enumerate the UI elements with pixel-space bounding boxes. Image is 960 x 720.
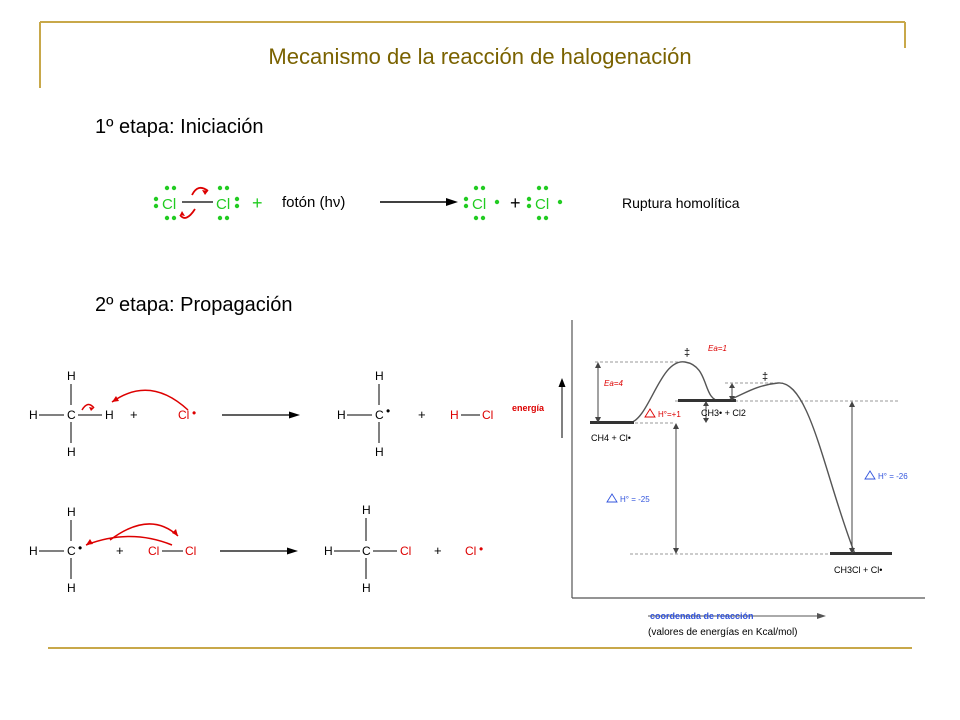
- delta-h2: [865, 471, 908, 481]
- initiation-equation: [140, 175, 620, 235]
- svg-text:C: C: [375, 408, 384, 422]
- svg-text:H: H: [324, 544, 333, 558]
- svg-text:+: +: [116, 543, 124, 558]
- svg-text:H: H: [29, 544, 38, 558]
- reaction-coordinate-label: coordenada de reacción: [650, 611, 754, 621]
- svg-text:H: H: [362, 503, 371, 517]
- cl-atom-right: Cl: [216, 196, 231, 213]
- svg-text:H: H: [375, 445, 384, 459]
- svg-text:+: +: [418, 407, 426, 422]
- svg-text:H: H: [67, 505, 76, 519]
- svg-text:H° = -26: H° = -26: [878, 472, 908, 481]
- reactants-label: CH4 + Cl•: [591, 433, 631, 443]
- svg-text:H: H: [67, 581, 76, 595]
- energy-axis-label: energía: [512, 403, 545, 413]
- svg-text:•: •: [78, 541, 83, 555]
- hydrogen-chloride: [450, 408, 493, 422]
- ea-step2: Ea=1: [708, 344, 727, 353]
- svg-text:+: +: [130, 407, 138, 422]
- svg-text:H: H: [67, 445, 76, 459]
- svg-text:C: C: [362, 544, 371, 558]
- energy-profile-curve: [630, 362, 855, 554]
- svg-text:+: +: [434, 543, 442, 558]
- svg-text:H: H: [362, 581, 371, 595]
- svg-text:C: C: [67, 544, 76, 558]
- svg-text:Cl: Cl: [472, 196, 487, 213]
- transition-state-2: ‡: [762, 371, 769, 383]
- svg-text:H: H: [450, 408, 459, 422]
- intermediate-level: [678, 399, 736, 402]
- homolytic-note: Ruptura homolítica: [622, 195, 740, 211]
- cl-radical-1: [464, 186, 499, 220]
- slide-title: Mecanismo de la reacción de halogenación: [268, 44, 692, 69]
- stage-2-heading: 2º etapa: Propagación: [95, 294, 293, 316]
- methane: [29, 369, 114, 459]
- svg-text:Cl: Cl: [148, 544, 160, 558]
- cl2-molecule: [154, 186, 239, 220]
- photon-label: fotón (hν): [282, 194, 346, 211]
- svg-text:H°=+1: H°=+1: [658, 410, 681, 419]
- chloromethane: [324, 503, 411, 595]
- methyl-radical-2: [29, 505, 82, 595]
- plus-sign-2: +: [510, 193, 521, 213]
- cl-atom-left: Cl: [162, 196, 177, 213]
- svg-text:H: H: [29, 408, 38, 422]
- svg-text:H: H: [337, 408, 346, 422]
- cl-radical-2: [527, 186, 562, 220]
- reaction-arrow: [380, 198, 458, 206]
- svg-text:H: H: [105, 408, 114, 422]
- plus-sign-1: +: [252, 193, 263, 213]
- ea-step1: Ea=4: [604, 379, 623, 388]
- propagation-equations: [20, 360, 510, 600]
- cl-radical: Cl: [178, 408, 190, 422]
- svg-text:Cl: Cl: [535, 196, 550, 213]
- chlorine-molecule: [148, 544, 196, 558]
- svg-text:H° = -25: H° = -25: [620, 495, 650, 504]
- svg-text:Cl: Cl: [482, 408, 494, 422]
- svg-text:•: •: [479, 542, 484, 556]
- delta-h-total: [607, 494, 650, 504]
- methyl-radical: [337, 369, 390, 459]
- svg-text:Cl: Cl: [400, 544, 412, 558]
- reactants-level: [590, 421, 634, 424]
- cl-radical-product: Cl: [465, 544, 477, 558]
- stage-1-heading: 1º etapa: Iniciación: [95, 116, 264, 138]
- svg-text:H: H: [67, 369, 76, 383]
- products-label: CH3Cl + Cl•: [834, 565, 883, 575]
- svg-text:Cl: Cl: [185, 544, 197, 558]
- energy-diagram: [510, 318, 950, 648]
- units-note: (valores de energías en Kcal/mol): [648, 627, 798, 638]
- transition-state-1: ‡: [684, 347, 691, 359]
- delta-h1: [645, 409, 681, 419]
- svg-text:•: •: [192, 406, 197, 420]
- svg-text:C: C: [67, 408, 76, 422]
- intermediate-label: CH3• + Cl2: [701, 408, 746, 418]
- svg-text:•: •: [386, 404, 391, 418]
- products-level: [830, 552, 892, 555]
- svg-text:H: H: [375, 369, 384, 383]
